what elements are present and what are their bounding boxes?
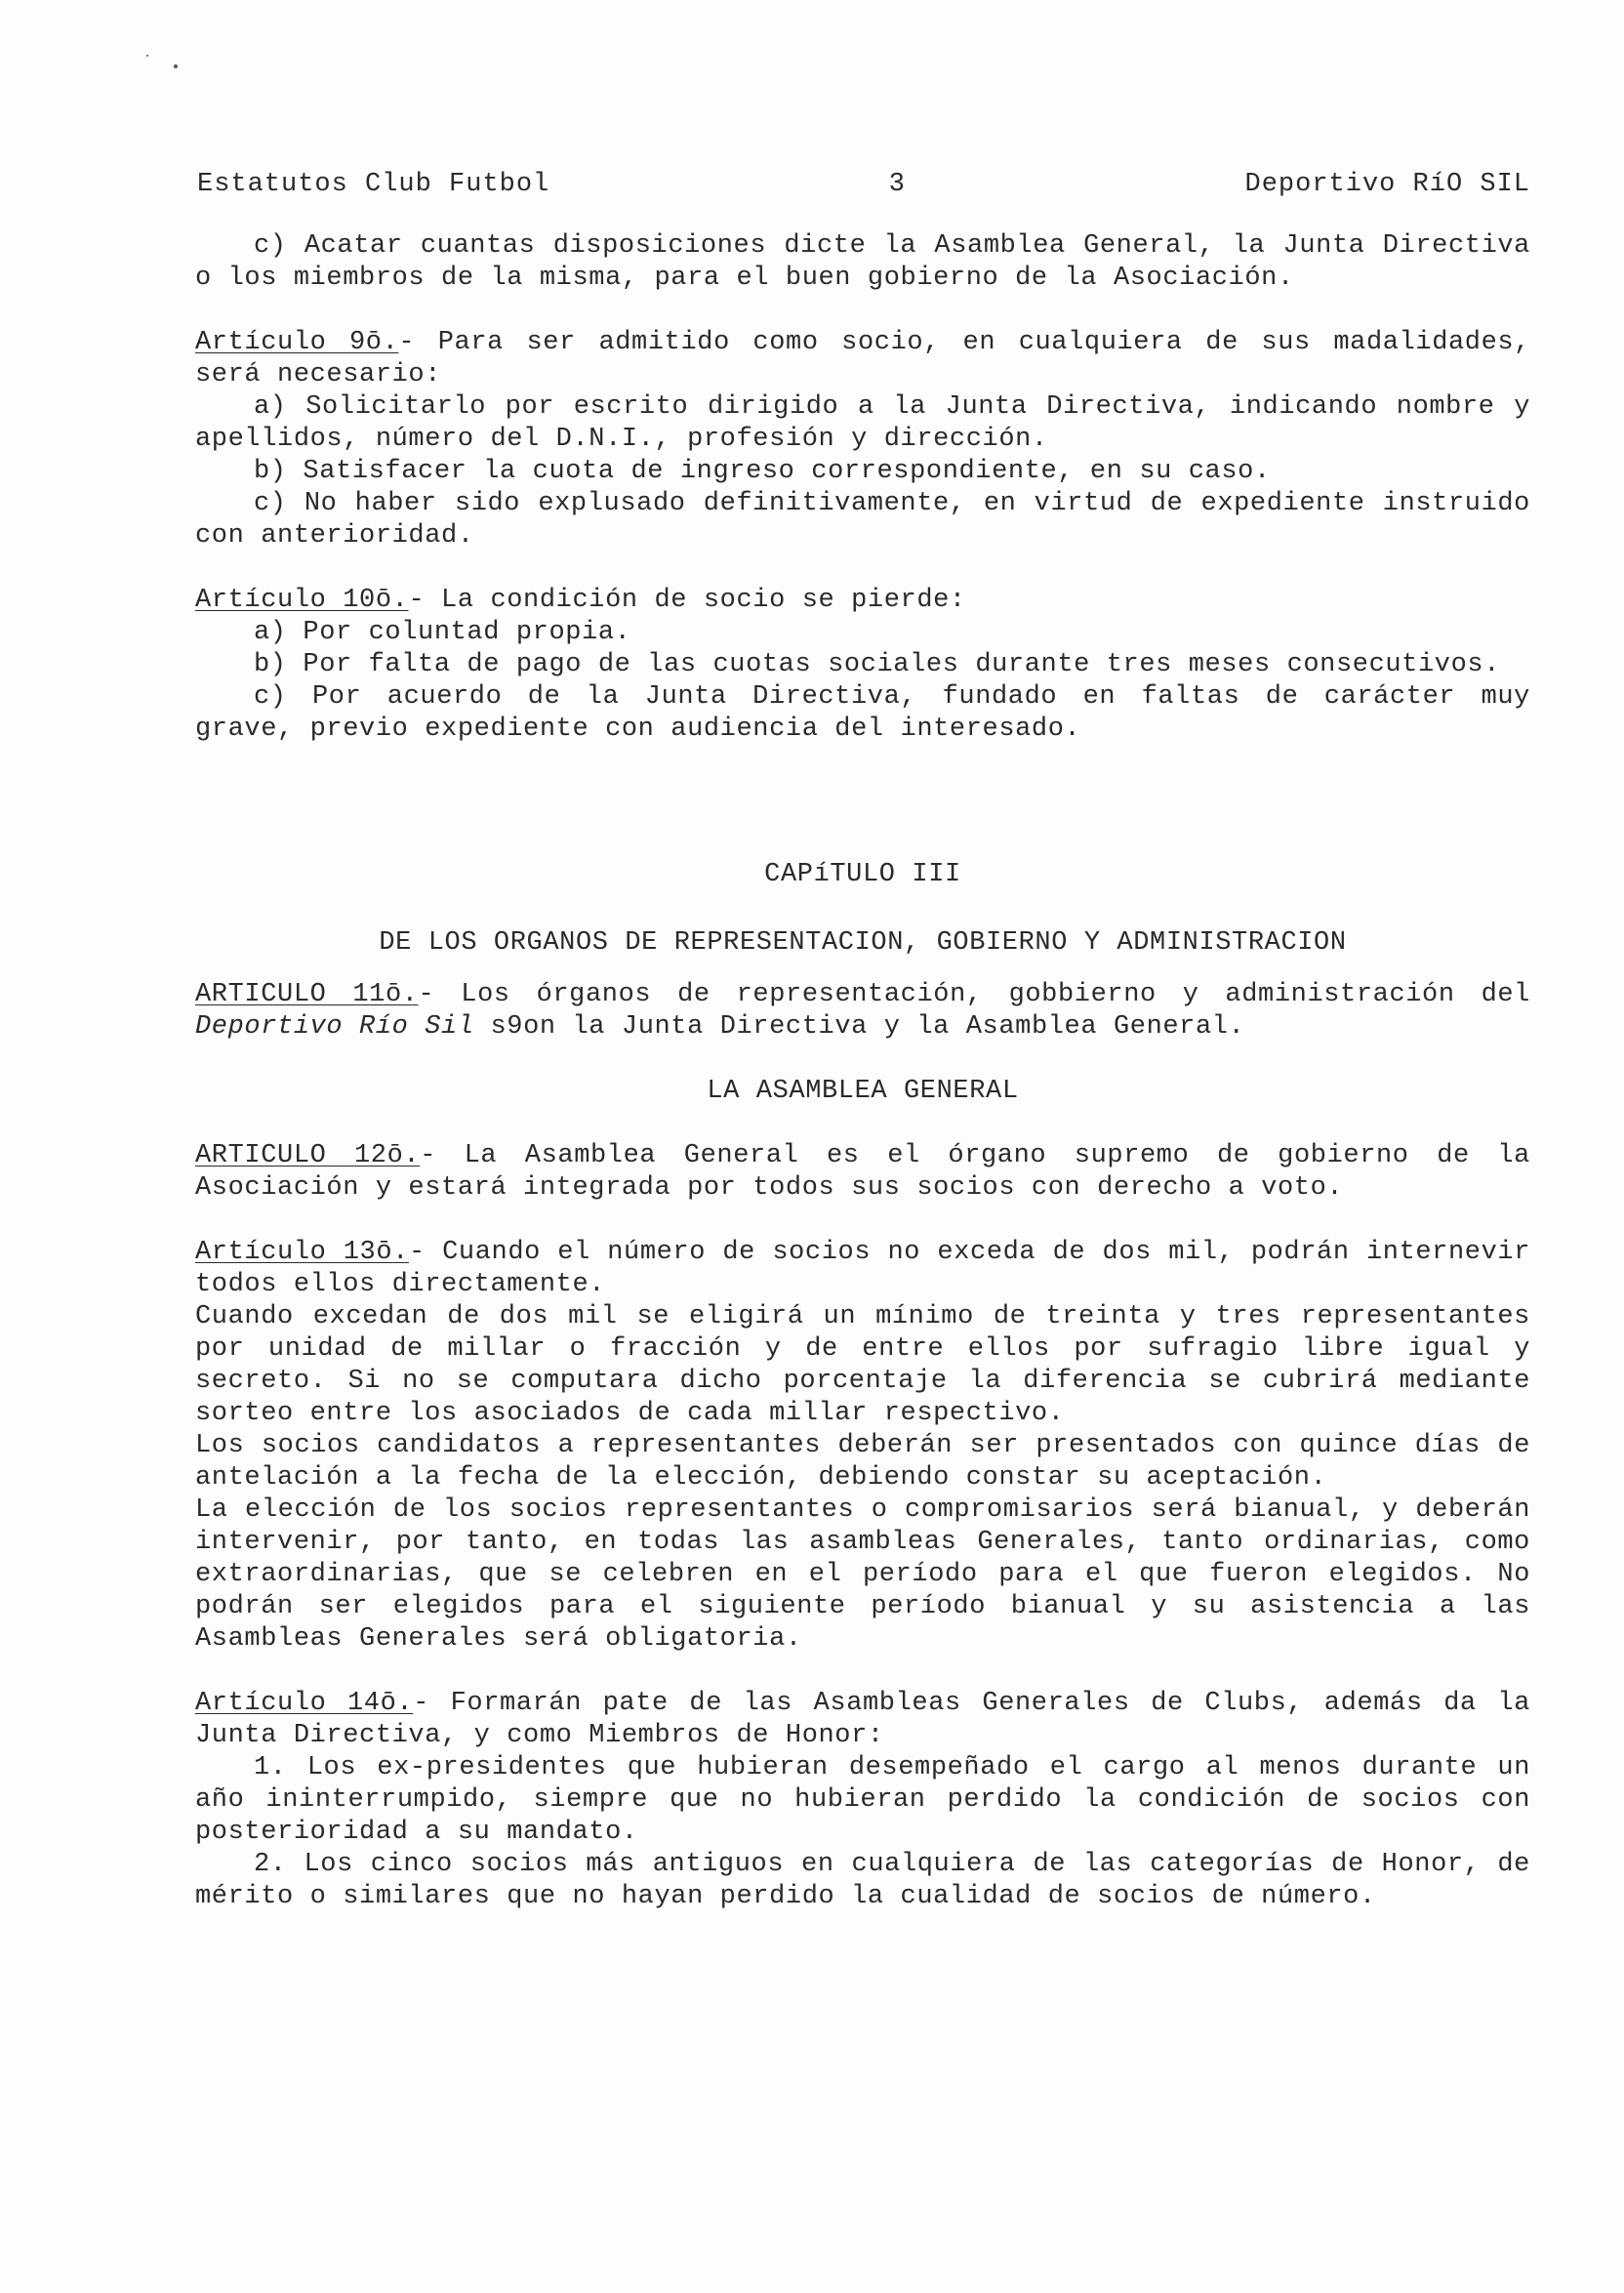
article-13-label: Artículo 13ō. xyxy=(195,1238,409,1267)
page-header xyxy=(197,168,1530,201)
article-14-text: - Formarán pate de las Asambleas Generales de Clubs, además da la Junta Directiva, y como Miembros de Honor: xyxy=(195,1689,1530,1750)
article-9-item-c: c) No haber sido explusado definitivamente, en virtud de expediente instruido con anterioridad. xyxy=(195,489,1530,551)
article-14 xyxy=(195,1688,1530,1752)
section-title: LA ASAMBLEA GENERAL xyxy=(707,1077,1019,1106)
article-8-item-c: c) Acatar cuantas disposiciones dicte la Asamblea General, la Junta Directiva o los miembros de la misma, para el buen gobierno de la Asociación. xyxy=(195,231,1530,293)
chapter-subtitle: DE LOS ORGANOS DE REPRESENTACION, GOBIERNO Y ADMINISTRACION xyxy=(379,928,1347,958)
article-10-item-a: a) Por coluntad propia. xyxy=(254,618,631,647)
article-10-item-c: c) Por acuerdo de la Junta Directiva, fundado en faltas de carácter muy grave, previo expediente con audiencia del interesado. xyxy=(195,682,1530,744)
article-10-label: Artículo 10ō. xyxy=(195,586,409,615)
article-14-item-1: 1. Los ex-presidentes que hubieran desempeñado el cargo al menos durante un año ininterrumpido, siempre que no hubieran perdido la condición de socios con posterioridad a su mandato. xyxy=(195,1753,1530,1847)
scan-speck xyxy=(146,55,148,57)
article-14-item-2: 2. Los cinco socios más antiguos en cualquiera de las categorías de Honor, de mérito o similares que no hayan perdido la cualidad de socios de número. xyxy=(195,1850,1530,1911)
article-12-label: ARTICULO 12ō. xyxy=(195,1141,421,1170)
article-12-text: - La Asamblea General es el órgano supremo de gobierno de la Asociación y estará integrada por todos sus socios con derecho a voto. xyxy=(195,1141,1530,1203)
article-10-item-b: b) Por falta de pago de las cuotas sociales durante tres meses consecutivos. xyxy=(254,650,1500,679)
article-10-intro xyxy=(195,585,1530,617)
article-11 xyxy=(195,979,1530,1044)
article-9-label: Artículo 9ō. xyxy=(195,328,399,357)
article-13-paragraph-2: Cuando excedan de dos mil se eligirá un mínimo de treinta y tres representantes por unidad de millar o fracción y de entre ellos por sufragio libre igual y secreto. Si no se computara dicho porcentaje la diferencia se cubrirá mediante sorteo entre los asociados de cada millar respectivo. xyxy=(195,1302,1530,1428)
article-11-text-b: s9on la Junta Directiva y la Asamblea General. xyxy=(490,1012,1245,1042)
scan-speck xyxy=(174,64,178,68)
article-10-text: - La condición de socio se pierde: xyxy=(408,586,966,615)
article-9-text: - Para ser admitido como socio, en cualquiera de sus madalidades, será necesario: xyxy=(195,328,1531,389)
header-left-title: Estatutos Club Futbol xyxy=(197,170,550,199)
article-14-label: Artículo 14ō. xyxy=(195,1689,414,1718)
article-13-text: - Cuando el número de socios no exceda de dos mil, podrán internevir todos ellos directamente. xyxy=(195,1238,1530,1299)
article-12 xyxy=(195,1140,1530,1205)
article-9-item-a: a) Solicitarlo por escrito dirigido a la Junta Directiva, indicando nombre y apellidos, número del D.N.I., profesión y dirección. xyxy=(195,392,1530,454)
article-9-intro xyxy=(195,327,1530,391)
article-13-paragraph-3: Los socios candidatos a representantes deberán ser presentados con quince días de antelación a la fecha de la elección, debiendo constar su aceptación. xyxy=(195,1431,1530,1493)
article-9-item-b: b) Satisfacer la cuota de ingreso correspondiente, en su caso. xyxy=(254,457,1271,486)
document-body xyxy=(195,230,1530,1913)
club-name: Deportivo Río Sil xyxy=(195,1012,474,1042)
article-13 xyxy=(195,1237,1530,1301)
page-number: 3 xyxy=(888,170,906,199)
chapter-title: CAPíTULO III xyxy=(764,860,961,889)
article-11-text-a: - Los órganos de representación, gobbierno y administración del xyxy=(418,980,1530,1009)
article-11-label: ARTICULO 11ō. xyxy=(195,980,419,1009)
header-right-title: Deportivo RíO SIL xyxy=(1244,170,1530,199)
article-13-paragraph-4: La elección de los socios representantes o compromisarios será bianual, y deberán intervenir, por tanto, en todas las asambleas Generales, tanto ordinarias, como extraordinarias, que se celebren en el período para el que fueron elegidos. No podrán ser elegidos para el siguiente período bianual y su asistencia a las Asambleas Generales será obligatoria. xyxy=(195,1495,1530,1654)
